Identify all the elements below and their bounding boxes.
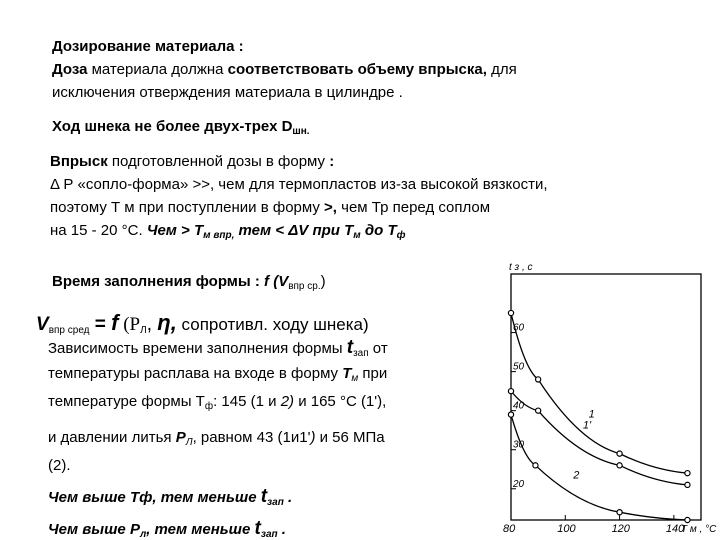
x-axis-label: T м , °C (681, 524, 717, 535)
dep-l3-d: и 165 °С (1'), (294, 393, 387, 410)
injection-colon: : (329, 153, 335, 170)
injection-l3-a: поэтому Т м при поступлении в форму (50, 199, 325, 216)
fill-time-f-close: ) (320, 273, 326, 290)
y-tick-label: 50 (513, 361, 525, 373)
screw-stroke-text: Ход шнека не более двух-трех D (52, 118, 293, 135)
c2-sub2: зап (260, 529, 278, 540)
curve-label: 1' (582, 419, 592, 432)
y-axis-label: t з , c (509, 262, 533, 273)
dep-l3-a: температуре формы Т (48, 393, 205, 410)
dependence-line-3 (48, 392, 386, 412)
formula-args: (Р (118, 314, 141, 335)
injection-l4-b-sub: м впр, (203, 230, 235, 241)
injection-l4-d-sub: ф (396, 230, 406, 241)
data-point (508, 389, 513, 394)
c2-end: . (277, 521, 286, 538)
injection-word: Впрыск (50, 153, 108, 170)
data-point (536, 377, 541, 382)
injection-l3-gt: >, (324, 199, 337, 216)
dep-l4-P: Р (175, 429, 186, 446)
screw-stroke (52, 117, 310, 137)
c2-sub: л (139, 529, 147, 540)
c1-end: . (283, 489, 293, 506)
y-tick-label: 60 (513, 322, 525, 334)
dep-l4-b: , равном 43 (1и1' (192, 429, 311, 446)
x-tick-label: 120 (611, 523, 630, 535)
dep-l2-T-sub: м (351, 373, 359, 384)
fill-time-line (52, 272, 326, 292)
data-point (533, 463, 538, 468)
x-tick-label: 80 (503, 523, 516, 535)
formula-f: f (111, 310, 119, 335)
series-line-1' (511, 391, 687, 485)
data-point (617, 451, 622, 456)
data-point (685, 482, 690, 487)
x-tick-label: 140 (665, 523, 685, 535)
curve-label: 2 (573, 469, 580, 482)
formula-comma: , (146, 314, 158, 335)
formula-eta: η, (157, 310, 177, 335)
data-point (617, 510, 622, 515)
data-point (685, 471, 690, 476)
c1-t: t (260, 486, 268, 507)
dep-l1-t: t (346, 337, 354, 358)
injection-l4-c-sub: м (353, 230, 361, 241)
injection-l4-c: тем < ΔV при Т (234, 222, 354, 239)
formula-tail: сопротивл. ходу шнека) (176, 315, 369, 334)
fill-time-f: f (V (264, 273, 289, 290)
dependence-line-4 (48, 428, 385, 448)
data-point (685, 517, 690, 522)
conclusion-2 (48, 519, 286, 540)
c2-b: , тем меньше (146, 521, 255, 538)
injection-text: подготовленной дозы в форму (107, 153, 330, 170)
curve-label: 1 (588, 408, 595, 421)
injection-l4-d: до Т (360, 222, 397, 239)
dep-l2-T: Т (342, 365, 352, 382)
dosing-text-a: материала должна (87, 61, 228, 78)
y-tick-label: 30 (513, 439, 525, 451)
fill-time-chart (495, 258, 717, 540)
x-tick-label: 100 (557, 523, 576, 535)
c1-sub: зап (267, 497, 284, 508)
injection-l4-a: на 15 - 20 °С. (50, 222, 147, 239)
dep-l4-a: и давлении литья (48, 429, 176, 446)
data-point (617, 463, 622, 468)
dosing-text-b: для (486, 61, 517, 78)
injection-line-4 (50, 221, 405, 241)
dosing-must-match: соответствовать объему впрыска, (227, 61, 487, 78)
formula-args-sub: Л (140, 325, 147, 336)
dep-l2-a: температуры расплава на входе в форму (48, 365, 343, 382)
screw-stroke-sub: шн. (292, 126, 310, 137)
dependence-line-2 (48, 364, 387, 384)
dosing-heading: Дозирование материала : (52, 38, 244, 55)
injection-l3-b: чем Тр перед соплом (336, 199, 491, 216)
dep-l3-c: 2) (280, 393, 295, 410)
fill-time-f-sub: впр ср. (288, 281, 321, 292)
data-point (536, 408, 541, 413)
y-tick-label: 40 (513, 400, 525, 412)
injection-line-3 (50, 198, 490, 218)
dose-word: Доза (52, 61, 88, 78)
data-point (508, 412, 513, 417)
dep-l4-c: ) (310, 429, 316, 446)
dep-l4-P-sub: Л (185, 437, 193, 448)
c1-text: Чем выше Тф, тем меньше (48, 489, 261, 506)
dep-l2-b: при (358, 365, 388, 382)
dependence-line-1 (48, 338, 388, 359)
fill-time-heading: Время заполнения формы : (52, 273, 265, 290)
series-line-1 (511, 313, 687, 473)
y-tick-label: 20 (513, 478, 525, 490)
formula-line (36, 311, 369, 337)
formula-v-sub: впр сред (48, 325, 90, 336)
formula-eq: = (89, 314, 112, 335)
c2-text: Чем выше Р (48, 521, 140, 538)
dep-l3-sub: ф (204, 401, 214, 412)
c2-t: t (254, 518, 261, 539)
data-point (508, 310, 513, 315)
dosing-line-1 (52, 60, 517, 80)
injection-line-2: Δ Р «сопло-форма» >>, чем для термопластов из-за высокой вязкости, (50, 176, 548, 193)
injection-l4-b: Чем > Т (146, 222, 204, 239)
dep-l3-b: : 145 (1 и (213, 393, 281, 410)
formula-v: V (36, 314, 49, 335)
dep-l4-d: и 56 МПа (315, 429, 385, 446)
injection-line-1 (50, 152, 334, 172)
dependence-line-5: (2). (48, 457, 71, 474)
dep-l1-b: от (368, 340, 388, 357)
dep-l1-t-sub: зап (353, 348, 369, 359)
dosing-line-2: исключения отверждения материала в цилиндре . (52, 84, 403, 101)
conclusion-1 (48, 487, 292, 508)
dep-l1-a: Зависимость времени заполнения формы (48, 340, 347, 357)
